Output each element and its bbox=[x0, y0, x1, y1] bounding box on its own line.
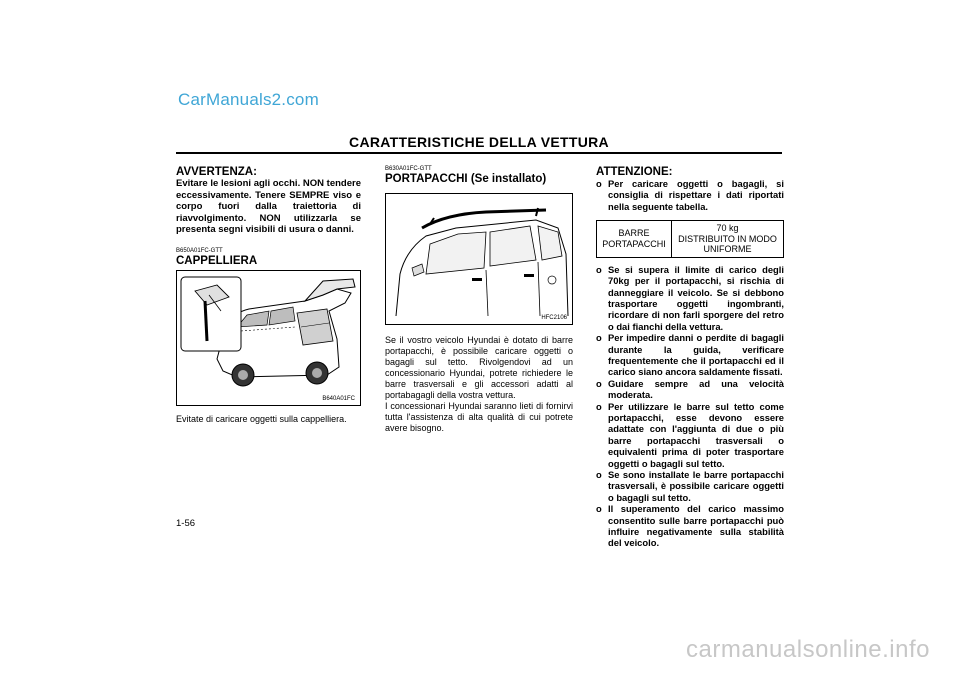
figure-portapacchi bbox=[385, 193, 573, 325]
column-left bbox=[176, 166, 361, 425]
figure-label: B640A01FC bbox=[322, 395, 355, 402]
attention-heading: ATTENZIONE: bbox=[596, 166, 673, 178]
section-code: B650A01FC-GTT bbox=[176, 247, 223, 254]
load-value: 70 kg bbox=[716, 223, 739, 234]
column-middle bbox=[385, 166, 573, 434]
attention-list bbox=[596, 264, 784, 549]
list-item: o Guidare sempre ad una velocità moderata. bbox=[596, 377, 784, 401]
header-rule bbox=[176, 152, 782, 154]
watermark-top-link[interactable]: CarManuals2.com bbox=[178, 90, 319, 109]
list-item: o Il superamento del carico massimo consentito sulle barre portapacchi può influire negativamente sulla stabilità del veicolo. bbox=[596, 503, 784, 549]
body-text-cappelliera: Evitate di caricare oggetti sulla cappelliera. bbox=[176, 413, 347, 424]
column-right bbox=[596, 166, 784, 549]
bullet: o bbox=[596, 178, 602, 189]
list-item: o Per impedire danni o perdite di bagagli durante la guida, verificare frequentemente che il portapacchi ed il carico siano ancora saldamente fissati. bbox=[596, 332, 784, 378]
section-title-portapacchi: PORTAPACCHI (Se installato) bbox=[385, 173, 547, 185]
list-item: o Per utilizzare le barre sul tetto come portapacchi, esse devono essere adattate con l'aggiunta di due o più barre portapacchi trasversali o equivalenti prima di poter trasportare oggetti o bagagli sul tetto. bbox=[596, 400, 784, 469]
body-text-portapacchi-1: Se il vostro veicolo Hyundai è dotato di barre portapacchi, è possibile caricare oggetti o bagagli sul tetto. Rivolgendovi ad un concessionario Hyundai, potrete richiedere le barre trasversali e gli accessori adatti al portabagagli della vostra vettura. bbox=[385, 335, 573, 400]
page-header-title: CARATTERISTICHE DELLA VETTURA bbox=[349, 134, 609, 150]
watermark-bottom-link[interactable]: carmanualsonline.info bbox=[686, 636, 930, 663]
warning-heading: AVVERTENZA: bbox=[176, 166, 257, 178]
attention-intro-list bbox=[596, 178, 784, 212]
table-cell-value bbox=[672, 221, 784, 258]
section-code: B630A01FC-GTT bbox=[385, 166, 432, 172]
warning-text: Evitare le lesioni agli occhi. NON tendere eccessivamente. Tenere SEMPRE viso e corpo fuori dalla traiettoria di riavvolgimento. NON utilizzarla se presenta segni visibili di usura o danni. bbox=[176, 178, 361, 235]
figure-cappelliera bbox=[176, 270, 361, 406]
list-item: o Se sono installate le barre portapacchi trasversali, è possibile caricare oggetti o bagagli sul tetto. bbox=[596, 469, 784, 503]
load-spec-table bbox=[596, 220, 784, 258]
body-text-portapacchi-2: I concessionari Hyundai saranno lieti di fornirvi tutta l'assistenza di alta qualità di cui potrete avere bisogno. bbox=[385, 401, 573, 433]
roof-rack-illustration bbox=[386, 194, 572, 324]
list-item: o Per caricare oggetti o bagagli, si consiglia di rispettare i dati riportati nella seguente tabella. bbox=[596, 178, 784, 212]
table-cell-label: BARRE PORTAPACCHI bbox=[597, 221, 672, 258]
section-title-cappelliera: CAPPELLIERA bbox=[176, 254, 258, 267]
page-number: 1-56 bbox=[176, 518, 196, 529]
load-distribution: DISTRIBUITO IN MODO UNIFORME bbox=[678, 233, 777, 255]
figure-label: HFC2106 bbox=[541, 315, 567, 321]
list-item: o Se si supera il limite di carico degli 70kg per il portapacchi, si rischia di danneggiare il veicolo. Se si debbono trasportare oggetti ingombranti, ricordare di non farli sporgere del retro o dai fianchi della vettura. bbox=[596, 263, 784, 332]
car-rear-illustration bbox=[177, 271, 360, 405]
